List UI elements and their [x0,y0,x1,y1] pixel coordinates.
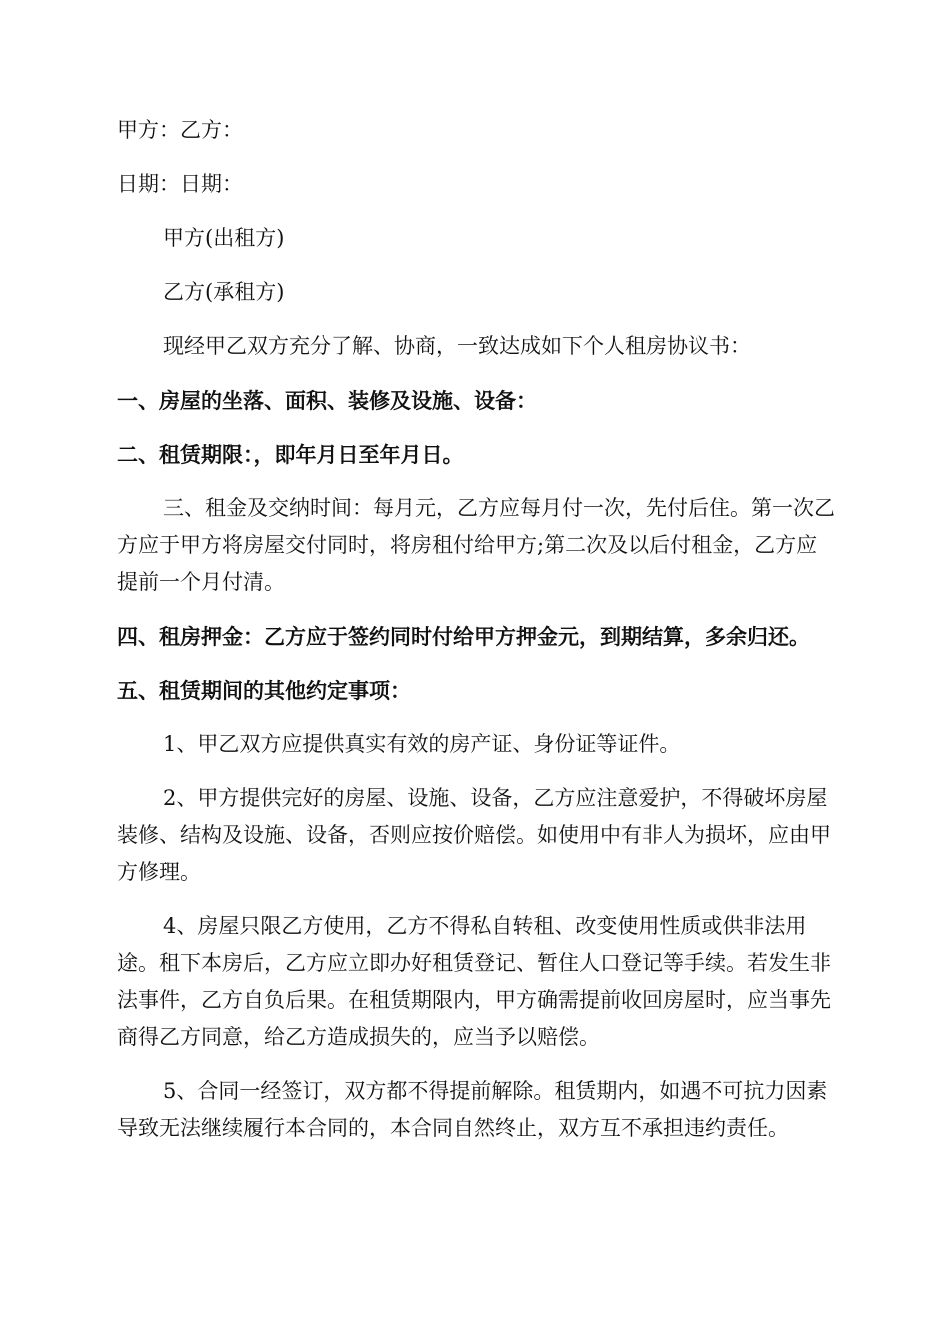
date-line: 日期：日期： [117,172,243,196]
section-1-heading: 一、房屋的坐落、面积、装修及设施、设备： [117,388,537,413]
section-3-paragraph: 三、租金及交纳时间：每月元，乙方应每月付一次，先付后住。第一次乙方应于甲方将房屋交付同时，将房租付给甲方;第二次及以后付租金，乙方应提前一个月付清。 [117,496,835,594]
section-5-heading: 五、租赁期间的其他约定事项： [117,678,411,703]
item-1-paragraph: 1、甲乙双方应提供真实有效的房产证、身份证等证件。 [163,732,681,756]
item-5-paragraph: 5、合同一经签订，双方都不得提前解除。租赁期内，如遇不可抗力因素导致无法继续履行本合同的，本合同自然终止，双方互不承担违约责任。 [117,1079,828,1140]
item-4-paragraph: 4、房屋只限乙方使用，乙方不得私自转租、改变使用性质或供非法用途。租下本房后，乙方应立即办好租赁登记、暂住人口登记等手续。若发生非法事件，乙方自负后果。在租赁期限内，甲方确需提前收回房屋时，应当事先商得乙方同意，给乙方造成损失的，应当予以赔偿。 [117,914,831,1049]
lessor-label: 甲方(出租方) [163,226,285,250]
document-body [117,112,837,1164]
intro-paragraph: 现经甲乙双方充分了解、协商，一致达成如下个人租房协议书： [163,334,751,358]
lessee-label: 乙方(承租方) [163,280,285,304]
party-line: 甲方：乙方： [117,118,243,142]
section-4-heading: 四、租房押金：乙方应于签约同时付给甲方押金元，到期结算，多余归还。 [117,624,810,649]
section-2-heading: 二、租赁期限：，即年月日至年月日。 [117,442,464,467]
item-2-paragraph: 2、甲方提供完好的房屋、设施、设备，乙方应注意爱护，不得破坏房屋装修、结构及设施、设备，否则应按价赔偿。如使用中有非人为损坏，应由甲方修理。 [117,786,831,884]
